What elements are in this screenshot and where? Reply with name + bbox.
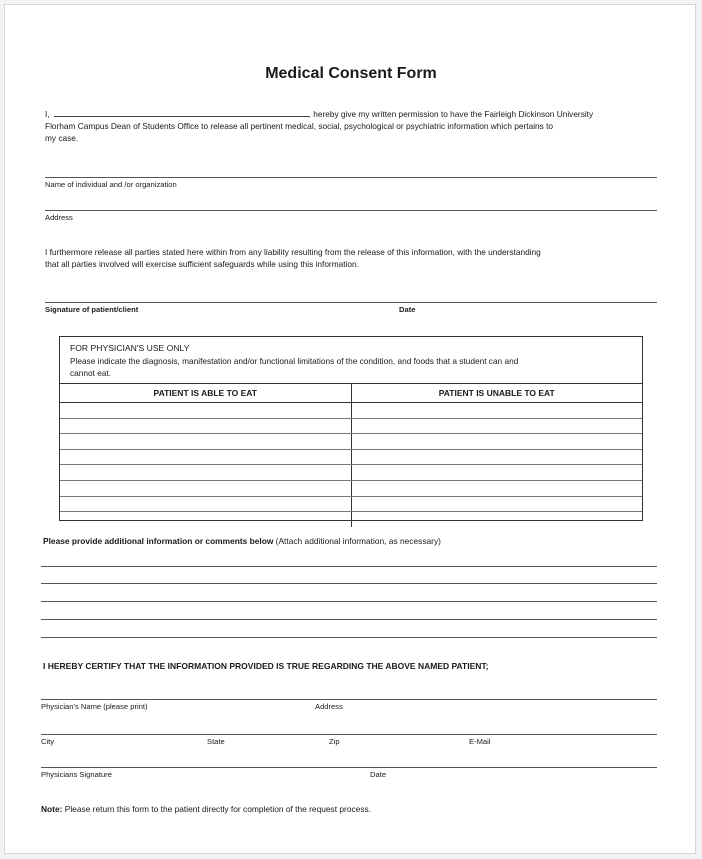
eat-table-header bbox=[60, 383, 642, 403]
intro-prefix: I, bbox=[45, 109, 50, 119]
patient-signature-line[interactable] bbox=[45, 302, 657, 303]
col-unable-to-eat: PATIENT IS UNABLE TO EAT bbox=[351, 384, 643, 402]
additional-info-bold: Please provide additional information or comments below bbox=[43, 536, 274, 546]
able-cell[interactable] bbox=[60, 465, 351, 480]
unable-cell[interactable] bbox=[351, 450, 643, 465]
table-row bbox=[60, 403, 642, 419]
unable-cell[interactable] bbox=[351, 465, 643, 480]
note-label: Note: bbox=[41, 804, 63, 814]
unable-cell[interactable] bbox=[351, 419, 643, 434]
physician-signature-line[interactable] bbox=[41, 767, 657, 768]
patient-signature-label: Signature of patient/client bbox=[45, 305, 139, 314]
email-label: E-Mail bbox=[469, 737, 491, 746]
physician-date-label: Date bbox=[370, 770, 387, 779]
unable-cell[interactable] bbox=[351, 434, 643, 449]
table-row bbox=[60, 450, 642, 466]
release-line1: I furthermore release all parties stated here within from any liability resulting from the release of this information, with the understanding bbox=[45, 247, 541, 257]
table-row bbox=[60, 481, 642, 497]
able-cell[interactable] bbox=[60, 481, 351, 496]
comment-line[interactable] bbox=[41, 583, 657, 584]
able-cell[interactable] bbox=[60, 434, 351, 449]
patient-date-label: Date bbox=[399, 305, 416, 314]
address-line[interactable] bbox=[45, 210, 657, 211]
table-row bbox=[60, 512, 642, 527]
unable-cell[interactable] bbox=[351, 497, 643, 512]
comment-line[interactable] bbox=[41, 601, 657, 602]
certify-statement: I HEREBY CERTIFY THAT THE INFORMATION PROVIDED IS TRUE REGARDING THE ABOVE NAMED PATIENT; bbox=[43, 661, 489, 671]
name-line[interactable] bbox=[45, 177, 657, 178]
name-blank[interactable] bbox=[54, 108, 309, 117]
address-label: Address bbox=[45, 213, 73, 222]
release-line2: that all parties involved will exercise sufficient safeguards while using this information. bbox=[45, 259, 359, 269]
release-paragraph bbox=[45, 246, 685, 270]
note-text: Please return this form to the patient directly for completion of the request process. bbox=[62, 804, 372, 814]
table-row bbox=[60, 465, 642, 481]
able-cell[interactable] bbox=[60, 512, 351, 527]
able-cell[interactable] bbox=[60, 450, 351, 465]
physician-name-line[interactable] bbox=[41, 699, 657, 700]
physician-address-label: Address bbox=[315, 702, 343, 711]
name-label: Name of individual and /or organization bbox=[45, 180, 177, 189]
physician-signature-label: Physicians Signature bbox=[41, 770, 112, 779]
unable-cell[interactable] bbox=[351, 403, 643, 418]
physician-name-label: Physician's Name (please print) bbox=[41, 702, 148, 711]
intro-line3: my case. bbox=[45, 133, 79, 143]
unable-cell[interactable] bbox=[351, 512, 643, 527]
able-cell[interactable] bbox=[60, 403, 351, 418]
intro-line2: Florham Campus Dean of Students Office to release all pertinent medical, social, psychological or psychiatric information which pertains to bbox=[45, 121, 554, 131]
intro-line1: , hereby give my written permission to have the Fairleigh Dickinson University bbox=[308, 109, 594, 119]
page-title: Medical Consent Form bbox=[265, 65, 437, 82]
state-label: State bbox=[207, 737, 225, 746]
comment-line[interactable] bbox=[41, 637, 657, 638]
physician-instr-line1: Please indicate the diagnosis, manifestation and/or functional limitations of the condition, and foods that a student can and bbox=[70, 356, 519, 366]
form-page bbox=[4, 4, 696, 854]
note bbox=[41, 804, 371, 814]
physician-use-box bbox=[59, 336, 643, 521]
table-row bbox=[60, 419, 642, 435]
zip-label: Zip bbox=[329, 737, 340, 746]
col-able-to-eat: PATIENT IS ABLE TO EAT bbox=[153, 388, 257, 398]
unable-cell[interactable] bbox=[351, 481, 643, 496]
additional-info-rest: (Attach additional information, as necessary) bbox=[273, 536, 441, 546]
table-row bbox=[60, 434, 642, 450]
comment-line[interactable] bbox=[41, 619, 657, 620]
able-cell[interactable] bbox=[60, 497, 351, 512]
city-label: City bbox=[41, 737, 55, 746]
table-row bbox=[60, 497, 642, 513]
additional-info-label bbox=[43, 536, 441, 546]
able-cell[interactable] bbox=[60, 419, 351, 434]
eat-table bbox=[60, 383, 642, 527]
physician-box-heading: FOR PHYSICIAN'S USE ONLY bbox=[70, 343, 190, 353]
comment-line[interactable] bbox=[41, 566, 657, 567]
physician-instr-line2: cannot eat. bbox=[70, 368, 112, 378]
physician-box-instructions bbox=[70, 355, 635, 379]
city-line[interactable] bbox=[41, 734, 657, 735]
intro-paragraph bbox=[45, 108, 685, 144]
